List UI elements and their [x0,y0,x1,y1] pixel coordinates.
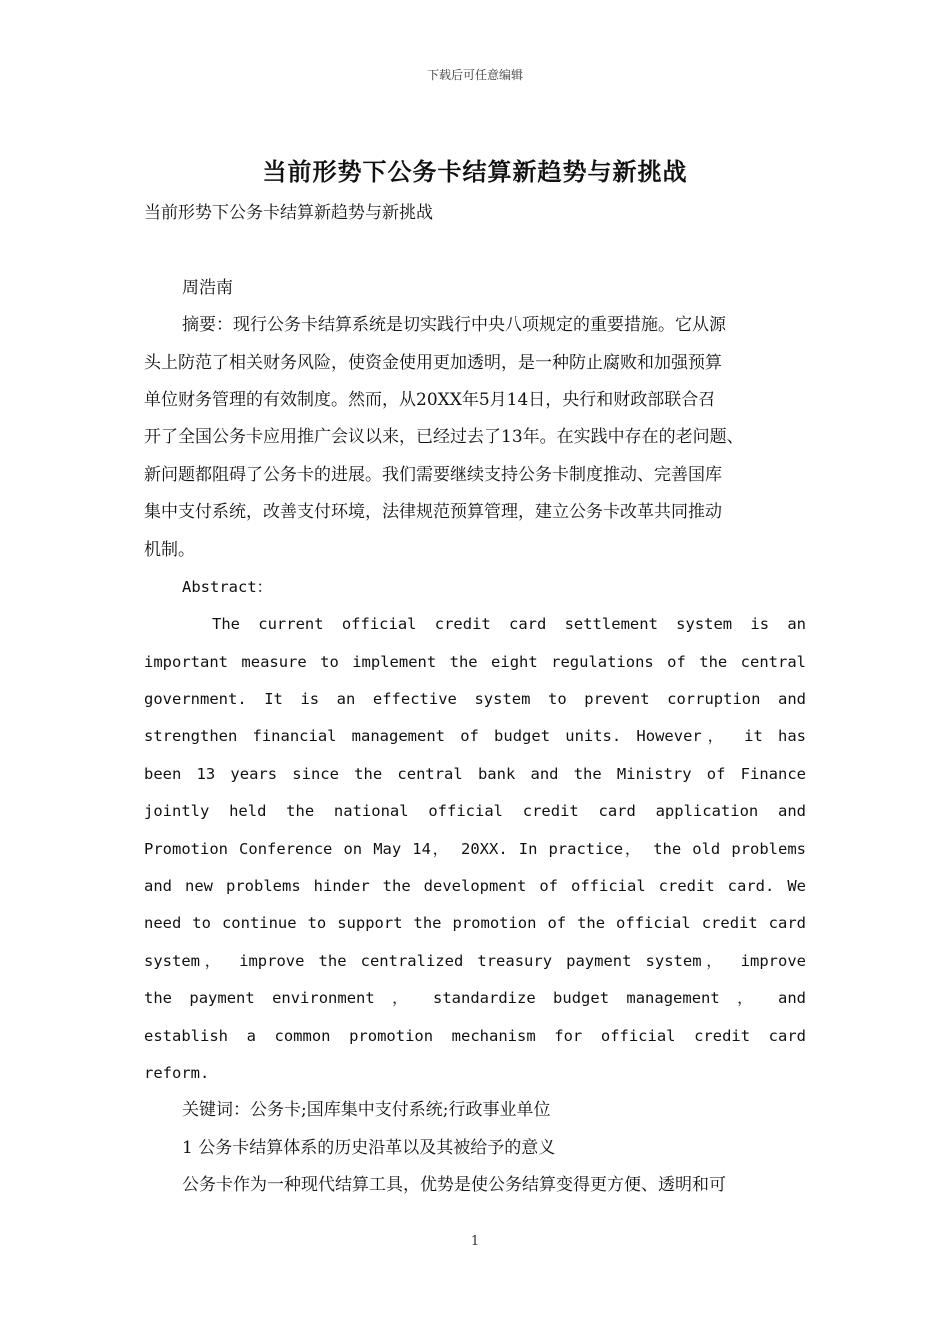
abstract-en-line: jointly held the national official credit card application and [144,802,806,821]
abstract-en-line: been 13 years since the central bank and the Ministry of Finance [144,764,806,783]
abstract-cn-line: 集中支付系统，改善支付环境，法律规范预算管理，建立公务卡改革共同推动 [144,502,722,523]
abstract-cn-line: 新问题都阻碍了公务卡的进展。我们需要继续支持公务卡制度推动、完善国库 [144,464,722,485]
abstract-en-line: important measure to implement the eight regulations of the central [144,652,806,671]
abstract-cn-line: 机制。 [144,539,195,560]
body-paragraph-line: 公务卡作为一种现代结算工具，优势是使公务结算变得更方便、透明和可 [182,1175,726,1196]
abstract-en-line: strengthen financial management of budget units. However， it has [144,727,806,746]
abstract-cn-line: 头上防范了相关财务风险，使资金使用更加透明，是一种防止腐败和加强预算 [144,352,722,373]
abstract-en-line: reform. [144,1063,210,1082]
abstract-en-line: government. It is an effective system to prevent corruption and [144,690,806,709]
abstract-en-line: Promotion Conference on May 14， 20XX. In practice， the old problems [144,839,806,858]
abstract-en-line: establish a common promotion mechanism for official credit card [144,1026,806,1045]
document-title: 当前形势下公务卡结算新趋势与新挑战 [262,157,688,186]
abstract-cn-line: 摘要：现行公务卡结算系统是切实践行中央八项规定的重要措施。它从源 [182,315,726,336]
abstract-en-line: system， improve the centralized treasury payment system， improve [144,951,806,970]
abstract-en-line: the payment environment ， standardize budget management ， and [144,989,806,1008]
abstract-cn-line: 开了全国公务卡应用推广会议以来，已经过去了13年。在实践中存在的老问题、 [144,427,744,448]
abstract-en-line: and new problems hinder the development of official credit card. We [144,877,806,896]
abstract-en-line: The current official credit card settlement system is an [212,615,806,634]
abstract-cn-line: 单位财务管理的有效制度。然而，从20XX年5月14日，央行和财政部联合召 [144,389,716,410]
blank-line [144,232,806,269]
page-number: 1 [470,1234,480,1249]
section-heading: 1 公务卡结算体系的历史沿革以及其被给予的意义 [182,1137,556,1158]
header-note: 下载后可任意编辑 [426,68,523,82]
subtitle: 当前形势下公务卡结算新趋势与新挑战 [144,203,433,223]
document-body [144,195,806,1205]
abstract-en-line: need to continue to support the promotion of the official credit card [144,914,806,933]
abstract-en-label: Abstract： [182,577,273,596]
keywords: 关键词：公务卡;国库集中支付系统;行政事业单位 [182,1100,551,1121]
author: 周浩南 [182,277,233,298]
